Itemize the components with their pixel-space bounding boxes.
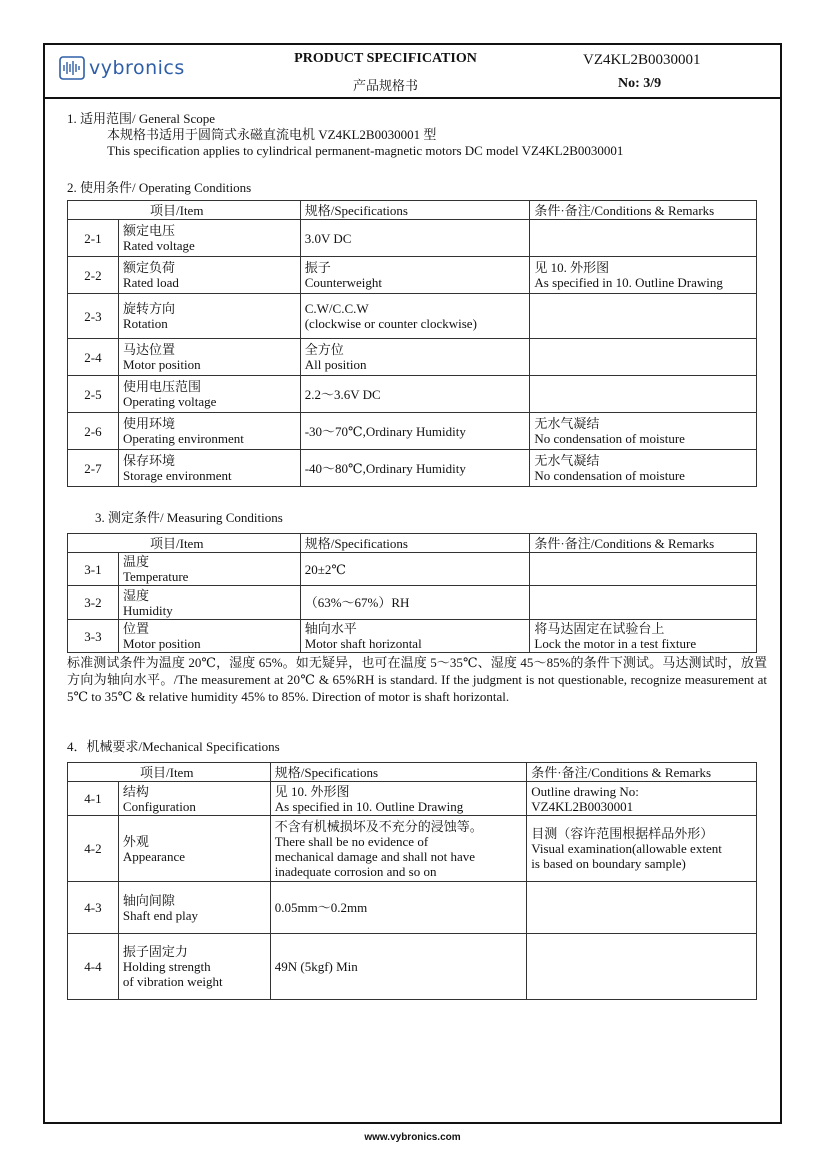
cell-line: inadequate corrosion and so on [274, 863, 437, 879]
brand-name: vybronics [89, 57, 185, 79]
cell-line: 3.0V DC [304, 230, 352, 246]
cell-line: 见 10. 外形图 [274, 783, 350, 799]
cell-line: -40～80℃,Ordinary Humidity [304, 460, 466, 476]
spec-cell [300, 586, 530, 620]
remark-cell [530, 294, 757, 339]
spec-cell [270, 934, 527, 1000]
table-row [68, 553, 757, 586]
cell-line: 振子固定力 [122, 944, 188, 959]
cell-line: Shaft end play [122, 907, 199, 923]
mechanical-specifications-table [67, 762, 757, 1000]
cell-line: No condensation of moisture [534, 468, 685, 483]
item-cell [118, 620, 300, 653]
remark-cell [527, 782, 757, 816]
waveform-icon [59, 56, 85, 80]
section1-line-cn: 本规格书适用于圆筒式永磁直流电机 VZ4KL2B0030001 型 [107, 127, 437, 142]
row-number: 2-3 [68, 294, 119, 339]
cell-line: Rated load [122, 275, 179, 290]
row-number: 4-2 [68, 816, 119, 882]
row-number: 3-3 [68, 620, 119, 653]
table-row [68, 782, 757, 816]
cell-line: Temperature [122, 569, 189, 584]
item-cell [118, 934, 270, 1000]
item-cell [118, 339, 300, 376]
cell-line: Rated voltage [122, 238, 195, 253]
spec-cell [270, 882, 527, 934]
cell-line: Outline drawing No: [531, 783, 639, 799]
spec-cell [300, 294, 530, 339]
item-cell [118, 882, 270, 934]
column-header: 项目/Item [68, 201, 301, 220]
spec-cell [300, 450, 530, 487]
remark-cell [530, 257, 757, 294]
spec-cell [300, 553, 530, 586]
column-header: 规格/Specifications [300, 534, 530, 553]
row-number: 2-5 [68, 376, 119, 413]
cell-line: 不含有机械损坏及不充分的浸蚀等。 [274, 818, 483, 834]
cell-line: Visual examination(allowable extent [531, 841, 722, 856]
table-row [68, 413, 757, 450]
spec-cell [300, 413, 530, 450]
measuring-conditions-table [67, 533, 757, 653]
spec-cell [300, 339, 530, 376]
table-row [68, 257, 757, 294]
row-number: 2-7 [68, 450, 119, 487]
cell-line: 0.05mm～0.2mm [274, 900, 368, 915]
cell-line: 额定电压 [122, 223, 175, 238]
cell-line: 位置 [122, 621, 149, 636]
table-row [68, 882, 757, 934]
cell-line: of vibration weight [122, 974, 223, 989]
cell-line: 结构 [122, 783, 149, 799]
cell-line: 额定负荷 [122, 260, 175, 275]
cell-line: Motor position [122, 357, 201, 372]
cell-line: 2.2～3.6V DC [304, 386, 381, 402]
remark-cell [527, 934, 757, 1000]
cell-line: Storage environment [122, 468, 232, 483]
item-cell [118, 376, 300, 413]
table-row [68, 450, 757, 487]
cell-line: Counterweight [304, 275, 382, 290]
section2-heading: 2. 使用条件/ Operating Conditions [67, 180, 252, 195]
brand-logo [59, 56, 185, 80]
item-cell [118, 586, 300, 620]
table-row [68, 376, 757, 413]
cell-line: 全方位 [304, 342, 344, 357]
remark-cell [530, 220, 757, 257]
remark-cell [530, 413, 757, 450]
column-header: 规格/Specifications [300, 201, 530, 220]
cell-line: Humidity [122, 602, 173, 618]
table-row [68, 220, 757, 257]
section1-heading: 1. 适用范围/ General Scope [67, 111, 216, 126]
spec-cell [270, 816, 527, 882]
cell-line: Operating voltage [122, 394, 217, 409]
footer-url: www.vybronics.com [364, 1132, 461, 1143]
row-number: 3-2 [68, 586, 119, 620]
remark-cell [530, 339, 757, 376]
section4-heading: 4．机械要求/Mechanical Specifications [67, 739, 280, 754]
cell-line: 使用电压范围 [122, 379, 201, 394]
row-number: 2-6 [68, 413, 119, 450]
document-number: VZ4KL2B0030001 [583, 52, 701, 68]
cell-line: (clockwise or counter clockwise) [304, 316, 477, 331]
cell-line: 轴向间隙 [122, 892, 175, 908]
item-cell [118, 220, 300, 257]
remark-cell [530, 620, 757, 653]
item-cell [118, 294, 300, 339]
row-number: 2-2 [68, 257, 119, 294]
item-cell [118, 782, 270, 816]
document-subtitle: 产品规格书 [352, 78, 418, 93]
remark-cell [530, 376, 757, 413]
cell-line: 49N (5kgf) Min [274, 959, 358, 974]
row-number: 3-1 [68, 553, 119, 586]
item-cell [118, 257, 300, 294]
document-title: PRODUCT SPECIFICATION [294, 51, 477, 66]
cell-line: mechanical damage and shall not have [274, 848, 476, 864]
column-header: 条件·备注/Conditions & Remarks [530, 201, 757, 220]
spec-cell [300, 376, 530, 413]
column-header: 条件·备注/Conditions & Remarks [527, 763, 757, 782]
cell-line: 温度 [122, 554, 149, 569]
cell-line: -30～70℃,Ordinary Humidity [304, 423, 466, 439]
cell-line: 无水气凝结 [534, 416, 600, 431]
cell-line: Rotation [122, 316, 168, 331]
cell-line: （63%～67%）RH [304, 595, 410, 610]
cell-line: 使用环境 [122, 416, 175, 431]
cell-line: 外观 [122, 833, 149, 849]
table-row [68, 816, 757, 882]
column-header: 项目/Item [68, 763, 271, 782]
table-header-row [68, 534, 757, 553]
cell-line: 振子 [304, 260, 331, 275]
column-header: 条件·备注/Conditions & Remarks [530, 534, 757, 553]
table-row [68, 586, 757, 620]
cell-line: 将马达固定在试验台上 [534, 621, 665, 636]
cell-line: 保存环境 [122, 453, 175, 468]
item-cell [118, 553, 300, 586]
table-row [68, 620, 757, 653]
table-row [68, 339, 757, 376]
cell-line: No condensation of moisture [534, 431, 685, 446]
table-row [68, 934, 757, 1000]
cell-line: 马达位置 [122, 342, 175, 357]
row-number: 2-4 [68, 339, 119, 376]
cell-line: 湿度 [122, 587, 149, 603]
cell-line: As specified in 10. Outline Drawing [274, 798, 464, 814]
row-number: 4-1 [68, 782, 119, 816]
cell-line: Holding strength [122, 959, 211, 974]
item-cell [118, 413, 300, 450]
section3-heading: 3. 测定条件/ Measuring Conditions [95, 510, 283, 525]
cell-line: All position [304, 357, 367, 372]
cell-line: 见 10. 外形图 [534, 260, 610, 275]
cell-line: is based on boundary sample) [531, 856, 686, 871]
spec-cell [270, 782, 527, 816]
cell-line: Operating environment [122, 431, 244, 446]
item-cell [118, 450, 300, 487]
cell-line: As specified in 10. Outline Drawing [534, 275, 723, 290]
remark-cell [530, 586, 757, 620]
row-number: 4-4 [68, 934, 119, 1000]
column-header: 规格/Specifications [270, 763, 527, 782]
row-number: 4-3 [68, 882, 119, 934]
item-cell [118, 816, 270, 882]
section1-line-en: This specification applies to cylindrical permanent-magnetic motors DC model VZ4KL2B0030001 [107, 143, 624, 158]
cell-line: Appearance [122, 848, 185, 864]
cell-line: 轴向水平 [304, 621, 357, 636]
cell-line: C.W/C.C.W [304, 301, 369, 316]
cell-line: There shall be no evidence of [274, 833, 429, 849]
cell-line: Motor position [122, 636, 201, 651]
cell-line: Motor shaft horizontal [304, 636, 422, 651]
table-header-row [68, 763, 757, 782]
cell-line: Configuration [122, 798, 196, 814]
cell-line: 目测（容许范围根据样品外形） [531, 826, 714, 841]
remark-cell [530, 553, 757, 586]
spec-cell [300, 257, 530, 294]
cell-line: 旋转方向 [122, 301, 175, 316]
column-header: 项目/Item [68, 534, 301, 553]
page-number: No: 3/9 [618, 76, 662, 91]
table-row [68, 294, 757, 339]
cell-line: 20±2℃ [304, 561, 346, 577]
table-header-row [68, 201, 757, 220]
cell-line: Lock the motor in a test fixture [534, 636, 697, 651]
remark-cell [527, 816, 757, 882]
page-header [43, 43, 782, 99]
cell-line: VZ4KL2B0030001 [531, 798, 634, 814]
cell-line: 无水气凝结 [534, 453, 600, 468]
spec-cell [300, 220, 530, 257]
remark-cell [530, 450, 757, 487]
measuring-note: 标准测试条件为温度 20℃，湿度 65%。如无疑异，也可在温度 5～35℃、湿度 45～85%的条件下测试。马达测试时，放置方向为轴向水平。/The measurement at 20℃ & 65%RH is standard. If the judgment is not questionable, recognize measurement at 5℃ to 35℃ & relative humidity 45% to 85%. Direction of motor is shaft horizontal. [67, 655, 767, 704]
spec-cell [300, 620, 530, 653]
remark-cell [527, 882, 757, 934]
operating-conditions-table [67, 200, 757, 487]
row-number: 2-1 [68, 220, 119, 257]
